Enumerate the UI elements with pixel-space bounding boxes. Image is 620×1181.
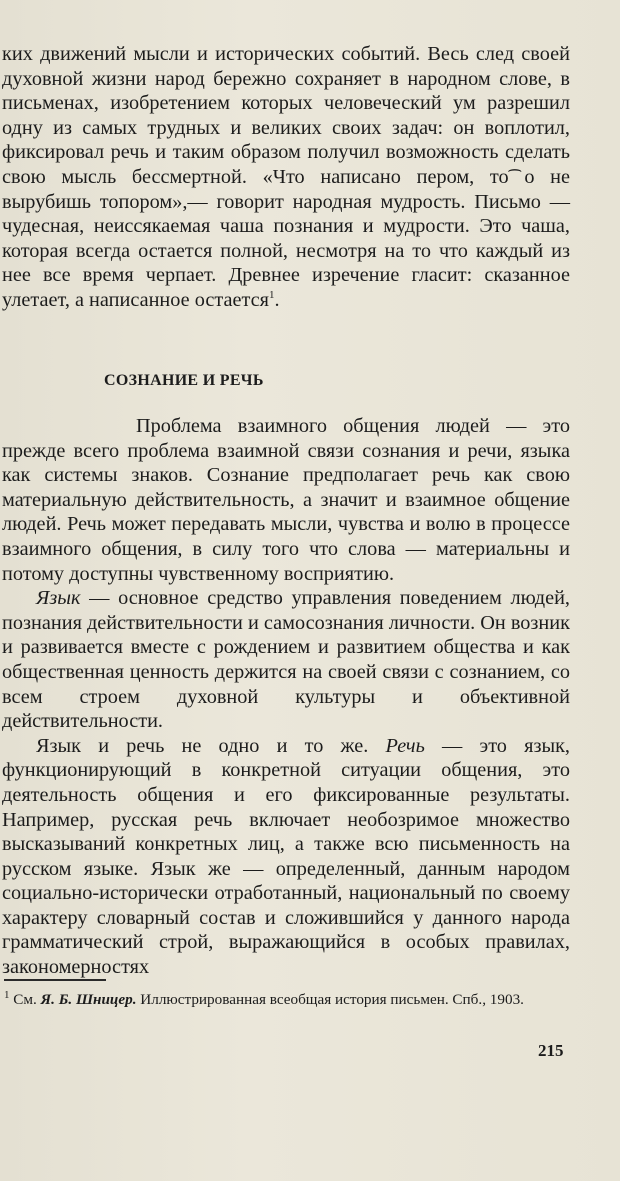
footnote-text: Иллюстрированная всеобщая история письмен. Спб., 1903. xyxy=(136,991,524,1008)
paragraph-1 xyxy=(2,42,570,313)
paragraph-2: Проблема взаимного общения людей — это прежде всего проблема взаимной связи сознания и речи, языка как системы знаков. Сознание предполагает речь как свою материальную действительность, а значит и взаимное общение людей. Речь может передавать мысли, чувства и волю в процессе взаимного общения, в силу того что слова — материальны и потому доступны чувственному восприятию. xyxy=(2,415,570,585)
paragraph-4 xyxy=(2,734,570,980)
footnote xyxy=(4,990,570,1010)
paragraph-4-text: — это язык, функционирующий в конкретной ситуации общения, это деятельность общения и его фиксированные результаты. Например, русская речь включает необозримое множество высказываний конкретных лиц, а также всю письменность на русском языке. Язык же — определенный, данным народом социально-исторически отработанный, национальный по своему характеру словарный состав и сложившийся у данного народа грамматический строй, выражающийся в особых правилах, закономерностях xyxy=(2,734,570,979)
page-number: 215 xyxy=(538,1041,564,1060)
footnote-prefix: См. xyxy=(9,991,41,1008)
paragraph-1-text: ких движений мысли и исторических событий. Весь след своей духовной жизни народ бережно сохраняет в народном слове, в письменах, изобретением которых человеческий ум разрешил одну из самых трудных и великих своих задач: он воплотил, фиксировал речь и таким образом получил возможность сделать свою мысль бессмертной. «Что написано пером, то͡ о не вырубишь топором»,— говорит народная мудрость. Письмо — чудесная, неиссякаемая чаша познания и мудрости. Это чаша, которая всегда остается полной, несмотря на то что каждый из нее все время черпает. Древнее изречение гласит: сказанное улетает, а написанное остается xyxy=(2,43,570,311)
section-heading: СОЗНАНИЕ И РЕЧЬ xyxy=(104,372,264,389)
footnote-divider xyxy=(4,979,106,981)
paragraph-4-start: Язык и речь не одно и то же. xyxy=(36,734,386,757)
paragraph-3-text: — основное средство управления поведением людей, познания действительности и самосознания личности. Он возник и развивается вместе с рождением и развитием общества и как общественная ценность держится на своей связи с сознанием, со всем строем духовной культуры и объективной действительности. xyxy=(2,587,570,733)
section-body xyxy=(2,414,570,980)
term-yazyk: Язык xyxy=(36,587,81,610)
footnote-author: Я. Б. Шницер. xyxy=(40,991,137,1008)
paragraph-1-end: . xyxy=(274,288,280,311)
paragraph-3 xyxy=(2,586,570,734)
paragraph-opening xyxy=(2,42,570,313)
term-rech: Речь xyxy=(385,734,425,757)
footnote-reference: 1 xyxy=(268,289,275,302)
footnote-mark: 1 xyxy=(4,988,10,1001)
